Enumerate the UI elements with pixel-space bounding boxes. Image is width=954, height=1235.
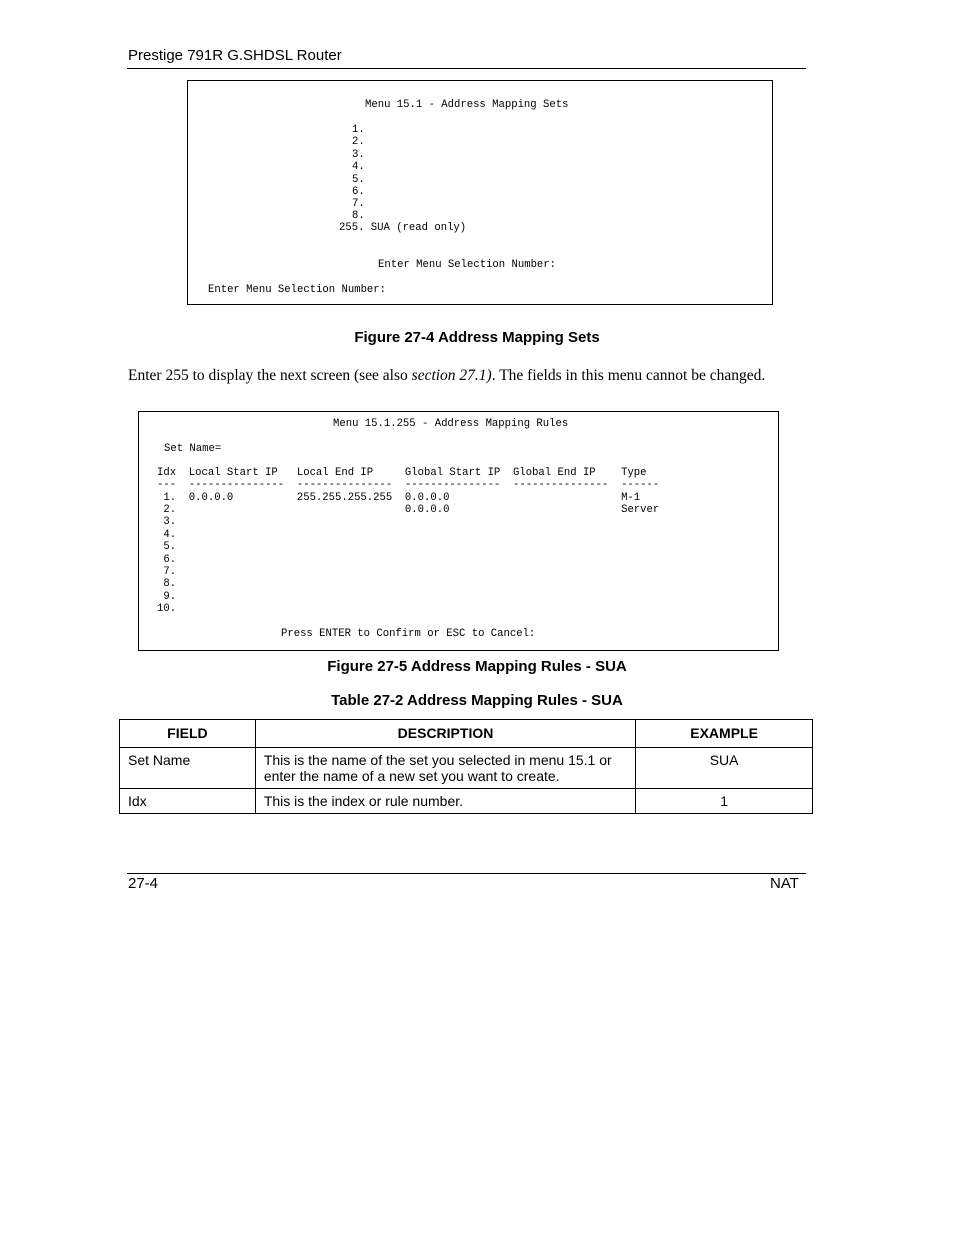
column-header-example: EXAMPLE [636,720,813,748]
rule-row: 6. [157,554,177,566]
field-cell: Idx [120,789,256,814]
selection-prompt-inner: Enter Menu Selection Number: [378,259,557,271]
description-cell: This is the name of the set you selected in menu 15.1 or enter the name of a new set you want to create. [255,748,635,789]
footer-divider [127,873,806,874]
paragraph-text: Enter 255 to display the next screen (see also [128,367,412,384]
body-paragraph [128,367,765,385]
example-cell: 1 [636,789,813,814]
field-cell: Set Name [120,748,256,789]
figure-caption: Figure 27-4 Address Mapping Sets [354,329,600,346]
menu-15-1-255-screen [138,411,779,651]
page-number: 27-4 [128,875,159,892]
rule-row: 4. [157,529,177,541]
menu-item-sua: 255. SUA (read only) [339,222,467,234]
rule-row: 10. [157,603,177,615]
table-row [120,748,813,789]
menu-item: 6. [352,186,365,198]
figure-caption: Figure 27-5 Address Mapping Rules - SUA [327,658,627,675]
rules-column-headers: Idx Local Start IP Local End IP Global Start IP Global End IP Type [157,467,647,479]
screen-title: Menu 15.1 - Address Mapping Sets [365,99,569,111]
rule-row: 7. [157,566,177,578]
menu-item: 5. [352,174,365,186]
rule-row: 8. [157,578,177,590]
menu-item: 8. [352,210,365,222]
rule-row: 2. 0.0.0.0 Server [157,504,660,516]
menu-item: 3. [352,149,365,161]
menu-item: 4. [352,161,365,173]
paragraph-text: . The fields in this menu cannot be changed. [491,367,766,384]
example-cell: SUA [636,748,813,789]
chapter-name: NAT [770,875,799,892]
header-divider [127,68,806,69]
selection-prompt-outer: Enter Menu Selection Number: [208,284,387,296]
table-header-row [120,720,813,748]
menu-15-1-screen [187,80,773,305]
table-caption: Table 27-2 Address Mapping Rules - SUA [331,692,623,709]
menu-item: 2. [352,136,365,148]
rules-header-divider: --- --------------- --------------- --------------- --------------- ------ [157,479,660,491]
rule-row: 1. 0.0.0.0 255.255.255.255 0.0.0.0 M-1 [157,492,641,504]
menu-item: 1. [352,124,365,136]
screen-title: Menu 15.1.255 - Address Mapping Rules [333,418,569,430]
rule-row: 9. [157,591,177,603]
column-header-description: DESCRIPTION [255,720,635,748]
field-description-table [119,719,813,814]
set-name-field: Set Name= [164,443,222,455]
description-cell: This is the index or rule number. [255,789,635,814]
table-row [120,789,813,814]
confirm-prompt: Press ENTER to Confirm or ESC to Cancel: [281,628,536,640]
section-reference: section 27.1) [411,367,492,384]
rule-row: 5. [157,541,177,553]
menu-item: 7. [352,198,365,210]
column-header-field: FIELD [120,720,256,748]
rule-row: 3. [157,516,177,528]
page-header-title: Prestige 791R G.SHDSL Router [128,47,342,64]
